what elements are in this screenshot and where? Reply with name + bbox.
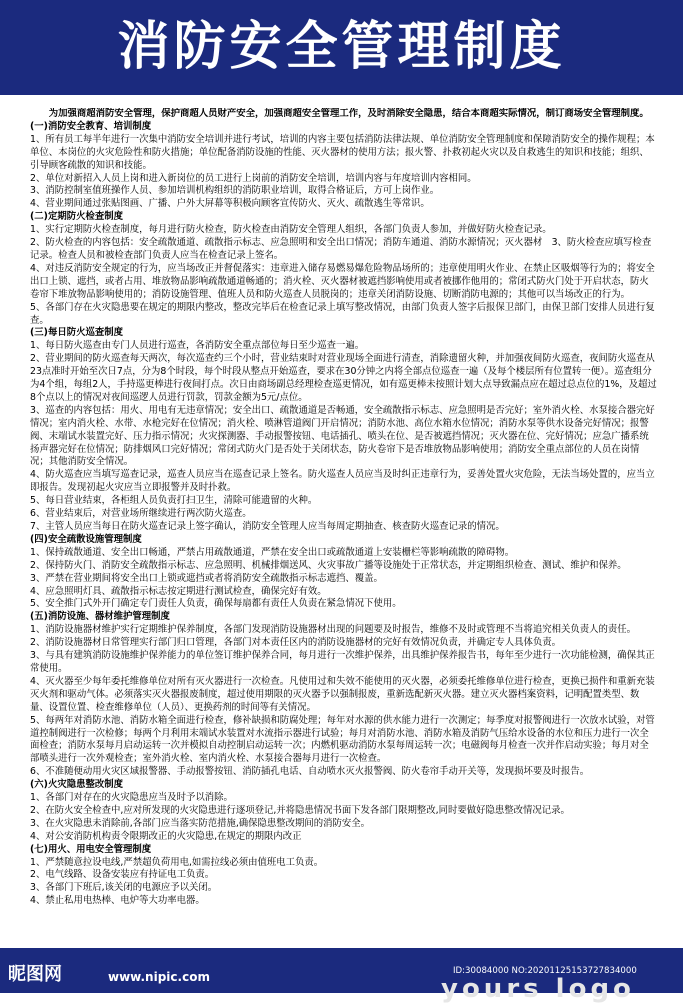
section-item: 4、营业期间通过张贴图画、广播、户外大屏幕等积极向顾客宣传防火、灭火、疏散逃生等常识。 (30, 198, 430, 210)
section-item: 1、严禁随意拉设电线,严禁超负荷用电,如需拉线必须由值班电工负责。 (30, 856, 324, 868)
section-heading: (二)定期防火检查制度 (30, 211, 123, 223)
section-item: 1、实行定期防火检查制度，每月进行防火检查，防火检查由消防安全管理人组织，各部门负责人参加，并做好防火检查记录。 (30, 224, 552, 236)
section-item: 4、防火巡查应当填写巡查记录，巡查人员应当在巡查记录上签名。防火巡查人员应当及时纠正违章行为，妥善处置火灾危险，无法当场处置的，应当立即报告。发现初起火灾应当立即报警并及时扑救。 (30, 469, 655, 494)
section-item: 2、电气线路、设备安装应有持证电工负责。 (30, 869, 215, 881)
section-item: 2、营业期间的防火巡查每天两次，每次巡查约三个小时，营业结束时对营业现场全面进行清查，消除遗留火种，并加强夜间防火巡查，夜间防火巡查从23点准时开始至次日7点，分为8个时段，每个时段从整点开始巡查，要求在30分钟之内将全部点位巡查一遍（及每个楼层所有位置转一便）。巡查组分为4个组，每组2人，手持巡更棒进行夜间打点。次日由商场副总经理检查巡更情况，如有巡更棒未按照计划大点导致漏点应在超过总点位的1%，及超过8个点以上的情况对夜间巡逻人员进行罚款，罚款金额为5元/点位。 (30, 353, 657, 403)
image-id: ID:30084000 NO:20201125153727834000 (453, 966, 637, 976)
document-body (30, 108, 658, 940)
section-item: 3、在火灾隐患未消除前,各部门应当落实防范措施,确保隐患整改期间的消防安全。 (30, 817, 371, 829)
section-item: 6、营业结束后，对营业场所继续进行两次防火巡查。 (30, 508, 252, 520)
section-heading: (七)用火、用电安全管理制度 (30, 843, 152, 855)
section-heading: (四)安全疏散设施管理制度 (30, 533, 142, 545)
section-item: 4、应急照明灯具、疏散指示标志按定期进行测试检查，确保完好有效。 (30, 585, 327, 597)
section-item: 4、灭火器至少每年委托维修单位对所有灭火器进行一次检查。凡使用过和失效不能使用的灭火器，必须委托维修单位进行检查，更换已损件和重新充装灭火剂和驱动气体。必须落实灭火器报废制度，超过使用期限的灭火器予以强制报废，重新选配新灭火器。建立灭火器档案资料，记明配置类型、数量、设置位置、检查维修单位（人员）、更换药剂的时间等有关情况。 (30, 675, 655, 713)
section-item: 4、禁止私用电热棒、电炉等大功率电器。 (30, 895, 205, 907)
section-item: 3、巡查的内容包括：用火、用电有无违章情况；安全出口、疏散通道是否畅通，安全疏散指示标志、应急照明是否完好；室外消火栓、水泵接合器完好情况；室内消火栓、水带、水枪完好在位情况；消火栓、喷淋管道阀门开启情况；消防水池、高位水箱水位情况；消防水泵等供水设备完好情况；报警阀、末端试水装置完好、压力指示情况；火灾探测器、手动报警按钮、电话插孔、喷头在位、是否被遮挡情况；灭火器在位、完好情况；应急广播系统扬声器完好在位情况；防排烟风口完好情况；常闭式防火门是否处于关闭状态，防火卷帘下是否堆放物品影响使用；消防安全重点部位的人员在岗情况；其他消防安全情况。 (30, 404, 655, 468)
section-item: 2、保持防火门、消防安全疏散指示标志、应急照明、机械排烟送风、火灾事故广播等设施处于正常状态，并定期组织检查、测试、维护和保养。 (30, 559, 627, 571)
site-logo: 昵图网 (8, 964, 62, 985)
section-item: 2、单位对新招入人员上岗和进入新岗位的员工进行上岗前的消防安全培训，培训内容与年度培训内容相同。 (30, 172, 477, 184)
section-item: 5、每两年对消防水池、消防水箱全面进行检查，修补缺损和防腐处理；每年对水源的供水能力进行一次测定；每季度对报警阀进行一次放水试验，对管道控制阀进行一次检修；每两个月利用末端试水装置对水流指示器进行试验；每月对消防水池、消防水箱及消防气压给水设备的水位和压力进行一次全面检查；消防水泵每月启动运转一次并模拟自动控制启动运转一次；内燃机驱动消防水泵每周运转一次；电磁阀每月检查一次并作启动实验；每月对全部喷头进行一次外观检查；室外消火栓、室内消火栓、水泵接合器每月进行一次检查。 (30, 714, 655, 765)
section-item: 1、消防设施器材维护实行定期维护保养制度，各部门发现消防设施器材出现的问题要及时报告，维修不及时或管理不当将追究相关负责人的责任。 (30, 624, 636, 636)
intro-paragraph: 为加强商超消防安全管理，保护商超人员财产安全，加强商超安全管理工作，及时消除安全隐患，结合本商超实际情况，制订商场安全管理制度。 (48, 108, 649, 119)
site-url: www.nipic.com (108, 970, 210, 984)
section-heading: (五)消防设施、器材维护管理制度 (30, 611, 170, 623)
section-heading: (六)火灾隐患整改制度 (30, 779, 123, 791)
section-item: 5、安全推门式外开门确定专门责任人负责，确保每扇都有责任人负责在紧急情况下使用。 (30, 598, 402, 610)
section-item: 5、各部门存在火灾隐患要在规定的期限内整改，整改完毕后在检查记录上填写整改情况，由部门负责人签字后报保卫部门，由保卫部门安排人员进行复查。 (30, 301, 655, 326)
section-item: 2、在防火安全检查中,应对所发现的火灾隐患进行逐项登记,并将隐患情况书面下发各部门限期整改,同时要做好隐患整改情况记录。 (30, 804, 570, 816)
section-item: 1、所有员工每半年进行一次集中消防安全培训并进行考试，培训的内容主要包括消防法律法规、单位消防安全管理制度和保障消防安全的操作规程；本单位、本岗位的火灾危险性和防火措施；单位配备消防设施的性能、灭火器材的使用方法；报火警、扑救初起火灾以及自救逃生的知识和技能；组织、引导顾客疏散的知识和技能。 (30, 133, 655, 171)
section-item: 2、防火检查的内容包括：安全疏散通道、疏散指示标志、应急照明和安全出口情况；消防车通道、消防水源情况；灭火器材 3、防火检查应填写检查记录。检查人员和被检查部门负责人应当在检查记录上签名。 (30, 237, 652, 261)
section-item: 4、对违反消防安全规定的行为，应当场改正并督促落实：违章进入储存易燃易爆危险物品场所的；违章使用明火作业、在禁止区吸烟等行为的；将安全出口上锁、遮挡，或者占用、堆放物品影响疏散通道畅通的；消火栓、灭火器材被遮挡影响使用或者被挪作他用的；常闭式防火门处于开启状态，防火卷帘下堆放物品影响使用的；消防设施管理、值班人员和防火巡查人员脱岗的；违章关闭消防设施、切断消防电源的；其他可以当场改正的行为。 (30, 262, 655, 300)
section-item: 1、保持疏散通道、安全出口畅通，严禁占用疏散通道，严禁在安全出口或疏散通道上安装栅栏等影响疏散的障碍物。 (30, 546, 515, 558)
section-item: 3、各部门下班后,该关闭的电源应予以关闭。 (30, 882, 218, 894)
section-item: 3、消防控制室值班操作人员、参加培训机构组织的消防职业培训，取得合格证后，方可上岗作业。 (30, 185, 440, 197)
section-item: 5、每日营业结束，各柜组人员负责打扫卫生，清除可能遗留的火种。 (30, 495, 318, 507)
section-heading: (三)每日防火巡查制度 (30, 327, 123, 339)
section-item: 7、主管人员应当每日在防火巡查记录上签字确认，消防安全管理人应当每周定期抽查、核查防火巡查记录的情况。 (30, 521, 505, 532)
watermark: yours logo (441, 974, 635, 1004)
section-item: 2、消防设施器材日常管理实行部门归口管理，各部门对本责任区内的消防设施器材的完好有效情况负责，并确定专人具体负责。 (30, 637, 561, 649)
section-item: 1、各部门对存在的火灾隐患应当及时予以消除。 (30, 792, 233, 804)
section-item: 6、不准随便动用火灾区域报警器、手动报警按钮、消防插孔电话、自动喷水灭火报警阀、防火卷帘手动开关等，发现损坏要及时报告。 (30, 766, 590, 778)
section-heading: (一)消防安全教育、培训制度 (30, 120, 152, 132)
section-item: 3、与具有建筑消防设施维护保养能力的单位签订维护保养合同，每月进行一次维护保养，出具维护保养报告书，每年至少进行一次功能检测，确保其正常使用。 (30, 650, 655, 674)
section-item: 3、严禁在营业期间将安全出口上锁或遮挡或者将消防安全疏散指示标志遮挡、覆盖。 (30, 572, 383, 584)
sections-container (30, 121, 658, 908)
page-title: 消防安全管理制度 (117, 17, 566, 77)
section-item: 1、每日防火巡查由专门人员进行巡查，各消防安全重点部位每日至少巡查一遍。 (30, 340, 365, 352)
section-item: 4、对公安消防机构责令限期改正的火灾隐患,在规定的期限内改正 (30, 830, 302, 842)
